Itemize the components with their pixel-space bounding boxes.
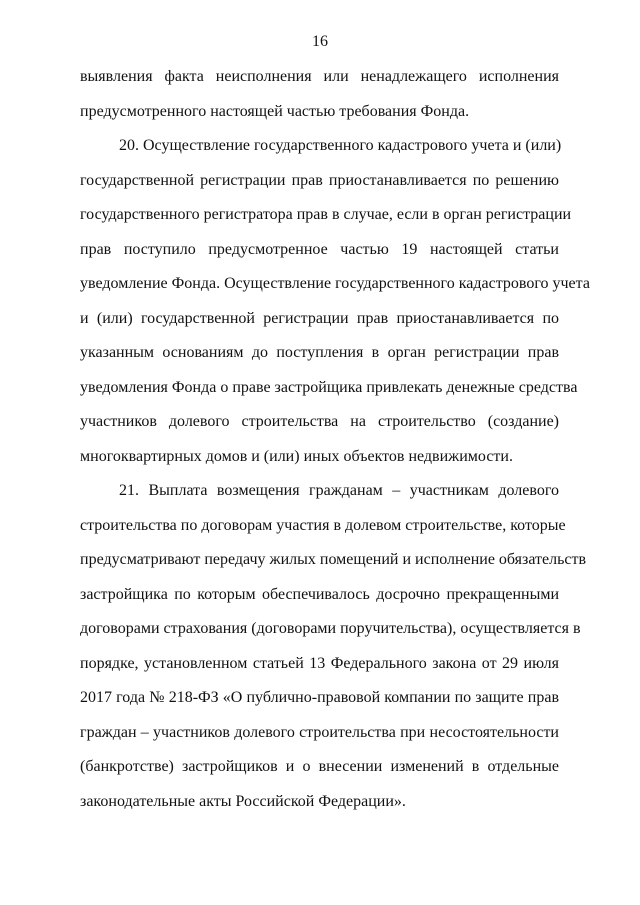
text-line: граждан – участников долевого строительства при несостоятельности — [80, 723, 559, 741]
text-line: 20. Осуществление государственного кадастрового учета и (или) — [119, 137, 562, 154]
document-body — [80, 60, 590, 819]
text-line: договорами страхования (договорами поручительства), осуществляется в — [80, 620, 581, 637]
text-line: выявления факта неисполнения или ненадлежащего исполнения — [80, 68, 559, 85]
text-line: государственной регистрации прав приостанавливается по решению — [80, 171, 559, 189]
text-line: законодательные акты Российской Федерации». — [80, 792, 406, 810]
text-line: указанным основаниям до поступления в орган регистрации прав — [80, 344, 559, 361]
text-line: (банкротстве) застройщиков и о внесении изменений в отдельные — [80, 758, 559, 775]
text-line: государственного регистратора прав в случае, если в орган регистрации — [80, 206, 572, 223]
paragraph-continuation — [80, 60, 559, 129]
text-line: предусматривают передачу жилых помещений и исполнение обязательств — [80, 551, 587, 568]
text-line: и (или) государственной регистрации прав приостанавливается по — [80, 309, 559, 327]
text-line: участников долевого строительства на строительство (создание) — [80, 413, 559, 430]
text-line: строительства по договорам участия в долевом строительстве, которые — [80, 516, 566, 534]
paragraph-20 — [80, 129, 590, 474]
text-line: 21. Выплата возмещения гражданам – участникам долевого — [119, 482, 559, 499]
text-line: застройщика по которым обеспечивалось досрочно прекращенными — [80, 585, 559, 603]
text-line: порядке, установленном статьей 13 Федерального закона от 29 июля — [80, 654, 559, 672]
text-line: уведомление Фонда. Осуществление государственного кадастрового учета — [80, 275, 590, 292]
text-line: прав поступило предусмотренное частью 19 настоящей статьи — [80, 240, 559, 258]
text-line: предусмотренного настоящей частью требования Фонда. — [80, 102, 470, 120]
text-line: многоквартирных домов и (или) иных объектов недвижимости. — [80, 447, 513, 465]
text-line: уведомления Фонда о праве застройщика привлекать денежные средства — [80, 378, 578, 396]
page-number: 16 — [312, 33, 328, 50]
text-line: 2017 года № 218-ФЗ «О публично-правовой компании по защите прав — [80, 689, 559, 706]
paragraph-21 — [80, 474, 587, 819]
